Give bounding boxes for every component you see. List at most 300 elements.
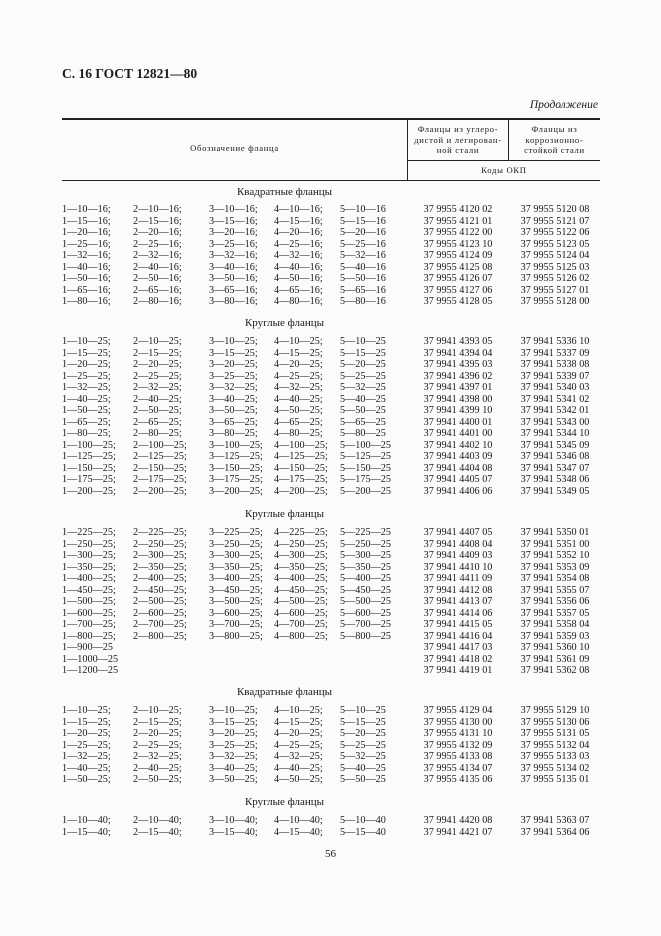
designation-type-3: 3—350—25; xyxy=(209,561,263,573)
designation-type-2: 2—20—25; xyxy=(133,728,182,739)
designation-type-4: 4—400—25; xyxy=(274,573,328,584)
designation-type-4: 4—32—25; xyxy=(274,751,323,762)
okp-code-carbon: 37 9955 4122 00 xyxy=(423,227,493,238)
designation-type-1: 1—900—25 xyxy=(62,642,113,653)
table-row xyxy=(0,728,661,740)
okp-code-stainless: 37 9941 5336 10 xyxy=(520,336,590,347)
designation-type-4: 4—15—25; xyxy=(274,716,323,728)
okp-code-carbon: 37 9955 4134 07 xyxy=(423,762,493,774)
table-row xyxy=(0,774,661,786)
okp-code-stainless: 37 9941 5355 07 xyxy=(520,584,590,596)
table-row xyxy=(0,751,661,763)
okp-code-stainless: 37 9941 5350 01 xyxy=(520,527,590,538)
okp-code-carbon: 37 9955 4124 09 xyxy=(423,250,493,261)
table-row xyxy=(0,619,661,631)
okp-code-carbon: 37 9941 4394 04 xyxy=(423,347,493,359)
designation-type-5: 5—10—25 xyxy=(340,705,386,716)
okp-code-stainless: 37 9955 5131 05 xyxy=(520,728,590,739)
table-row xyxy=(0,405,661,417)
designation-type-2: 2—50—25; xyxy=(133,405,182,416)
designation-type-3: 3—32—25; xyxy=(209,751,258,762)
table-row xyxy=(0,440,661,452)
designation-type-1: 1—300—25; xyxy=(62,550,116,561)
designation-type-4: 4—25—16; xyxy=(274,238,323,250)
designation-type-3: 3—32—16; xyxy=(209,250,258,261)
designation-type-4: 4—10—25; xyxy=(274,336,323,347)
okp-code-carbon: 37 9941 4399 10 xyxy=(423,405,493,416)
table-row xyxy=(0,596,661,608)
page-header: С. 16 ГОСТ 12821—80 xyxy=(62,66,198,81)
designation-type-5: 5—80—16 xyxy=(340,296,386,307)
okp-code-carbon: 37 9955 4129 04 xyxy=(423,705,493,716)
designation-type-2: 2—200—25; xyxy=(133,485,187,497)
okp-code-carbon: 37 9941 4408 04 xyxy=(423,538,493,550)
table-row xyxy=(0,608,661,620)
designation-type-2: 2—225—25; xyxy=(133,527,187,538)
designation-type-2: 2—150—25; xyxy=(133,462,187,474)
table-row xyxy=(0,815,661,827)
table-row xyxy=(0,417,661,429)
okp-code-stainless: 37 9941 5351 00 xyxy=(520,538,590,550)
okp-code-carbon: 37 9941 4401 00 xyxy=(423,428,493,439)
designation-type-2: 2—10—16; xyxy=(133,204,182,215)
okp-code-carbon: 37 9941 4406 06 xyxy=(423,485,493,497)
designation-type-3: 3—15—25; xyxy=(209,347,258,359)
designation-type-2: 2—80—25; xyxy=(133,428,182,439)
designation-type-5: 5—800—25 xyxy=(340,630,391,642)
designation-type-5: 5—25—25 xyxy=(340,739,386,751)
designation-type-2: 2—10—25; xyxy=(133,336,182,347)
okp-code-carbon: 37 9941 4417 03 xyxy=(423,642,493,653)
table-top-rule xyxy=(62,118,600,120)
designation-type-3: 3—20—16; xyxy=(209,227,258,238)
designation-type-5: 5—350—25 xyxy=(340,561,391,573)
okp-code-stainless: 37 9955 5127 01 xyxy=(520,284,590,296)
designation-type-1: 1—450—25; xyxy=(62,584,116,596)
designation-type-3: 3—15—16; xyxy=(209,215,258,227)
okp-code-stainless: 37 9955 5126 02 xyxy=(520,273,590,284)
okp-code-carbon: 37 9941 4413 07 xyxy=(423,596,493,607)
designation-type-1: 1—600—25; xyxy=(62,607,116,619)
table-row xyxy=(0,394,661,406)
designation-type-4: 4—200—25; xyxy=(274,485,328,497)
designation-type-5: 5—15—25 xyxy=(340,716,386,728)
okp-code-carbon: 37 9955 4132 09 xyxy=(423,739,493,751)
table-row xyxy=(0,717,661,729)
okp-code-stainless: 37 9941 5357 05 xyxy=(520,607,590,619)
designation-type-5: 5—40—25 xyxy=(340,393,386,405)
designation-type-2: 2—50—25; xyxy=(133,774,182,785)
designation-type-2: 2—80—16; xyxy=(133,296,182,307)
designation-type-3: 3—40—25; xyxy=(209,762,258,774)
designation-type-5: 5—250—25 xyxy=(340,538,391,550)
designation-type-4: 4—20—25; xyxy=(274,728,323,739)
designation-type-3: 3—20—25; xyxy=(209,728,258,739)
designation-type-5: 5—25—16 xyxy=(340,238,386,250)
designation-type-5: 5—125—25 xyxy=(340,451,391,462)
table-row xyxy=(0,371,661,383)
okp-code-stainless: 37 9941 5341 02 xyxy=(520,393,590,405)
designation-type-4: 4—20—16; xyxy=(274,227,323,238)
designation-type-1: 1—1200—25 xyxy=(62,665,119,676)
column-header-carbon-line: ной стали xyxy=(436,145,480,155)
okp-code-carbon: 37 9941 4410 10 xyxy=(423,561,493,573)
designation-type-3: 3—40—16; xyxy=(209,261,258,273)
designation-type-1: 1—32—25; xyxy=(62,751,111,762)
designation-type-2: 2—300—25; xyxy=(133,550,187,561)
table-row xyxy=(0,539,661,551)
designation-type-2: 2—10—40; xyxy=(133,815,182,826)
table-row xyxy=(0,359,661,371)
codes-rule xyxy=(408,160,600,161)
designation-type-1: 1—10—25; xyxy=(62,336,111,347)
designation-type-3: 3—200—25; xyxy=(209,485,263,497)
column-header-stainless-line: стойкой стали xyxy=(524,145,585,155)
table-row xyxy=(0,562,661,574)
okp-code-carbon: 37 9941 4418 02 xyxy=(423,653,493,665)
okp-code-stainless: 37 9941 5352 10 xyxy=(520,550,590,561)
section-title: Круглые фланцы xyxy=(244,508,325,520)
okp-code-carbon: 37 9941 4414 06 xyxy=(423,607,493,619)
designation-type-4: 4—10—40; xyxy=(274,815,323,826)
designation-type-2: 2—50—16; xyxy=(133,273,182,284)
table-row xyxy=(0,573,661,585)
designation-type-2: 2—40—25; xyxy=(133,762,182,774)
header-bottom-rule xyxy=(62,180,600,181)
designation-type-3: 3—50—16; xyxy=(209,273,258,284)
designation-type-4: 4—15—25; xyxy=(274,347,323,359)
designation-type-3: 3—15—40; xyxy=(209,826,258,838)
okp-code-carbon: 37 9955 4123 10 xyxy=(423,238,493,250)
okp-code-carbon: 37 9955 4120 02 xyxy=(423,204,493,215)
okp-code-stainless: 37 9941 5358 04 xyxy=(520,619,590,630)
designation-type-2: 2—40—16; xyxy=(133,261,182,273)
designation-type-1: 1—250—25; xyxy=(62,538,116,550)
designation-type-3: 3—25—25; xyxy=(209,739,258,751)
table-row xyxy=(0,285,661,297)
designation-type-3: 3—40—25; xyxy=(209,393,258,405)
okp-code-carbon: 37 9955 4121 01 xyxy=(423,215,493,227)
table-row xyxy=(0,239,661,251)
okp-code-stainless: 37 9955 5120 08 xyxy=(520,204,590,215)
designation-type-1: 1—1000—25 xyxy=(62,653,119,665)
section-title: Круглые фланцы xyxy=(244,317,325,329)
designation-type-4: 4—225—25; xyxy=(274,527,328,538)
designation-type-3: 3—65—16; xyxy=(209,284,258,296)
table-row xyxy=(0,204,661,216)
designation-type-1: 1—25—25; xyxy=(62,739,111,751)
designation-type-3: 3—10—40; xyxy=(209,815,258,826)
designation-type-2: 2—700—25; xyxy=(133,619,187,630)
okp-code-carbon: 37 9941 4405 07 xyxy=(423,474,493,485)
okp-code-stainless: 37 9941 5356 06 xyxy=(520,596,590,607)
designation-type-1: 1—65—16; xyxy=(62,284,111,296)
designation-type-4: 4—300—25; xyxy=(274,550,328,561)
designation-type-2: 2—15—40; xyxy=(133,826,182,838)
designation-type-4: 4—10—16; xyxy=(274,204,323,215)
okp-code-stainless: 37 9955 5132 04 xyxy=(520,739,590,751)
column-header-stainless-line: Фланцы из xyxy=(531,124,578,134)
designation-type-4: 4—450—25; xyxy=(274,584,328,596)
table-row xyxy=(0,665,661,677)
table-row xyxy=(0,262,661,274)
designation-type-2: 2—450—25; xyxy=(133,584,187,596)
designation-type-4: 4—32—25; xyxy=(274,382,323,393)
designation-type-3: 3—150—25; xyxy=(209,462,263,474)
designation-type-2: 2—10—25; xyxy=(133,705,182,716)
table-row xyxy=(0,740,661,752)
table-row xyxy=(0,527,661,539)
designation-type-3: 3—20—25; xyxy=(209,359,258,370)
table-row xyxy=(0,428,661,440)
designation-type-5: 5—400—25 xyxy=(340,573,391,584)
designation-type-4: 4—10—25; xyxy=(274,705,323,716)
designation-type-3: 3—10—25; xyxy=(209,336,258,347)
okp-code-stainless: 37 9955 5122 06 xyxy=(520,227,590,238)
designation-type-2: 2—175—25; xyxy=(133,474,187,485)
designation-type-4: 4—32—16; xyxy=(274,250,323,261)
designation-type-1: 1—400—25; xyxy=(62,573,116,584)
designation-type-3: 3—600—25; xyxy=(209,607,263,619)
designation-type-3: 3—25—16; xyxy=(209,238,258,250)
designation-type-5: 5—20—25 xyxy=(340,359,386,370)
okp-code-carbon: 37 9955 4125 08 xyxy=(423,261,493,273)
designation-type-1: 1—20—16; xyxy=(62,227,111,238)
designation-type-5: 5—150—25 xyxy=(340,462,391,474)
designation-type-5: 5—300—25 xyxy=(340,550,391,561)
okp-code-carbon: 37 9941 4397 01 xyxy=(423,382,493,393)
okp-code-carbon: 37 9941 4415 05 xyxy=(423,619,493,630)
designation-type-5: 5—20—16 xyxy=(340,227,386,238)
page-number: 56 xyxy=(325,848,336,860)
okp-code-carbon: 37 9941 4396 02 xyxy=(423,370,493,382)
table-row xyxy=(0,250,661,262)
table-row xyxy=(0,227,661,239)
designation-type-4: 4—125—25; xyxy=(274,451,328,462)
okp-code-stainless: 37 9955 5129 10 xyxy=(520,705,590,716)
designation-type-2: 2—20—25; xyxy=(133,359,182,370)
designation-type-3: 3—450—25; xyxy=(209,584,263,596)
table-row xyxy=(0,486,661,498)
designation-type-2: 2—25—25; xyxy=(133,370,182,382)
designation-type-3: 3—175—25; xyxy=(209,474,263,485)
designation-type-1: 1—25—25; xyxy=(62,370,111,382)
designation-type-4: 4—350—25; xyxy=(274,561,328,573)
designation-type-4: 4—15—40; xyxy=(274,826,323,838)
designation-type-4: 4—175—25; xyxy=(274,474,328,485)
okp-code-stainless: 37 9955 5124 04 xyxy=(520,250,590,261)
table-row xyxy=(0,705,661,717)
okp-code-carbon: 37 9941 4416 04 xyxy=(423,630,493,642)
okp-code-stainless: 37 9941 5337 09 xyxy=(520,347,590,359)
designation-type-5: 5—32—25 xyxy=(340,382,386,393)
designation-type-5: 5—10—16 xyxy=(340,204,386,215)
table-row xyxy=(0,642,661,654)
designation-type-3: 3—80—16; xyxy=(209,296,258,307)
designation-type-4: 4—15—16; xyxy=(274,215,323,227)
designation-type-3: 3—800—25; xyxy=(209,630,263,642)
okp-code-stainless: 37 9941 5347 07 xyxy=(520,462,590,474)
column-header-carbon-line: Фланцы из углеро- xyxy=(417,124,499,134)
designation-type-2: 2—32—16; xyxy=(133,250,182,261)
okp-code-stainless: 37 9955 5130 06 xyxy=(520,716,590,728)
designation-type-2: 2—65—16; xyxy=(133,284,182,296)
column-header-stainless-steel xyxy=(509,124,600,156)
designation-type-1: 1—800—25; xyxy=(62,630,116,642)
table-row xyxy=(0,550,661,562)
table-row xyxy=(0,631,661,643)
okp-code-stainless: 37 9941 5348 06 xyxy=(520,474,590,485)
designation-type-4: 4—800—25; xyxy=(274,630,328,642)
section-title: Квадратные фланцы xyxy=(236,186,333,198)
designation-type-4: 4—50—25; xyxy=(274,405,323,416)
okp-code-stainless: 37 9955 5134 02 xyxy=(520,762,590,774)
designation-type-1: 1—25—16; xyxy=(62,238,111,250)
designation-type-1: 1—50—25; xyxy=(62,405,111,416)
designation-type-2: 2—15—16; xyxy=(133,215,182,227)
designation-type-4: 4—40—16; xyxy=(274,261,323,273)
designation-type-3: 3—32—25; xyxy=(209,382,258,393)
designation-type-5: 5—700—25 xyxy=(340,619,391,630)
designation-type-2: 2—400—25; xyxy=(133,573,187,584)
okp-code-stainless: 37 9941 5340 03 xyxy=(520,382,590,393)
okp-code-stainless: 37 9941 5363 07 xyxy=(520,815,590,826)
designation-type-1: 1—100—25; xyxy=(62,439,116,451)
designation-type-5: 5—32—16 xyxy=(340,250,386,261)
section-title: Круглые фланцы xyxy=(244,796,325,808)
designation-type-4: 4—50—25; xyxy=(274,774,323,785)
designation-type-5: 5—65—16 xyxy=(340,284,386,296)
okp-code-stainless: 37 9955 5128 00 xyxy=(520,296,590,307)
designation-type-1: 1—15—40; xyxy=(62,826,111,838)
okp-code-stainless: 37 9941 5354 08 xyxy=(520,573,590,584)
designation-type-4: 4—150—25; xyxy=(274,462,328,474)
designation-type-3: 3—80—25; xyxy=(209,428,258,439)
designation-type-2: 2—65—25; xyxy=(133,416,182,428)
column-header-designation: Обозначение фланца xyxy=(190,143,279,153)
designation-type-1: 1—10—16; xyxy=(62,204,111,215)
designation-type-5: 5—225—25 xyxy=(340,527,391,538)
designation-type-3: 3—10—16; xyxy=(209,204,258,215)
designation-type-2: 2—20—16; xyxy=(133,227,182,238)
okp-code-stainless: 37 9941 5359 03 xyxy=(520,630,590,642)
designation-type-2: 2—350—25; xyxy=(133,561,187,573)
okp-code-carbon: 37 9941 4420 08 xyxy=(423,815,493,826)
designation-type-2: 2—15—25; xyxy=(133,716,182,728)
designation-type-5: 5—10—25 xyxy=(340,336,386,347)
okp-code-stainless: 37 9941 5339 07 xyxy=(520,370,590,382)
designation-type-1: 1—40—25; xyxy=(62,762,111,774)
designation-type-4: 4—100—25; xyxy=(274,439,328,451)
designation-type-5: 5—80—25 xyxy=(340,428,386,439)
designation-type-1: 1—15—25; xyxy=(62,716,111,728)
designation-type-1: 1—10—40; xyxy=(62,815,111,826)
okp-code-carbon: 37 9941 4398 00 xyxy=(423,393,493,405)
table-row xyxy=(0,348,661,360)
designation-type-4: 4—700—25; xyxy=(274,619,328,630)
okp-code-stainless: 37 9941 5353 09 xyxy=(520,561,590,573)
designation-type-1: 1—700—25; xyxy=(62,619,116,630)
okp-code-stainless: 37 9941 5349 05 xyxy=(520,485,590,497)
okp-code-stainless: 37 9941 5338 08 xyxy=(520,359,590,370)
table-row xyxy=(0,216,661,228)
designation-type-1: 1—40—16; xyxy=(62,261,111,273)
designation-type-1: 1—40—25; xyxy=(62,393,111,405)
table-row xyxy=(0,273,661,285)
designation-type-3: 3—225—25; xyxy=(209,527,263,538)
okp-code-carbon: 37 9941 4393 05 xyxy=(423,336,493,347)
okp-code-carbon: 37 9955 4128 05 xyxy=(423,296,493,307)
okp-code-carbon: 37 9955 4133 08 xyxy=(423,751,493,762)
designation-type-5: 5—15—16 xyxy=(340,215,386,227)
designation-type-1: 1—15—16; xyxy=(62,215,111,227)
okp-code-stainless: 37 9941 5344 10 xyxy=(520,428,590,439)
okp-code-stainless: 37 9941 5346 08 xyxy=(520,451,590,462)
designation-type-3: 3—65—25; xyxy=(209,416,258,428)
designation-type-4: 4—20—25; xyxy=(274,359,323,370)
designation-type-4: 4—600—25; xyxy=(274,607,328,619)
continuation-label: Продолжение xyxy=(529,99,598,111)
designation-type-2: 2—40—25; xyxy=(133,393,182,405)
designation-type-2: 2—500—25; xyxy=(133,596,187,607)
designation-type-2: 2—100—25; xyxy=(133,439,187,451)
designation-type-3: 3—100—25; xyxy=(209,439,263,451)
okp-code-carbon: 37 9941 4419 01 xyxy=(423,665,493,676)
designation-type-4: 4—40—25; xyxy=(274,393,323,405)
designation-type-1: 1—200—25; xyxy=(62,485,116,497)
designation-type-1: 1—175—25; xyxy=(62,474,116,485)
okp-code-stainless: 37 9941 5343 00 xyxy=(520,416,590,428)
designation-type-5: 5—600—25 xyxy=(340,607,391,619)
designation-type-1: 1—225—25; xyxy=(62,527,116,538)
designation-type-5: 5—50—16 xyxy=(340,273,386,284)
designation-type-4: 4—500—25; xyxy=(274,596,328,607)
table-row xyxy=(0,763,661,775)
designation-type-2: 2—600—25; xyxy=(133,607,187,619)
table-row xyxy=(0,463,661,475)
okp-code-carbon: 37 9941 4412 08 xyxy=(423,584,493,596)
okp-code-carbon: 37 9955 4127 06 xyxy=(423,284,493,296)
table-row xyxy=(0,474,661,486)
designation-type-1: 1—50—16; xyxy=(62,273,111,284)
designation-type-2: 2—15—25; xyxy=(133,347,182,359)
designation-type-1: 1—65—25; xyxy=(62,416,111,428)
table-row xyxy=(0,654,661,666)
designation-type-3: 3—700—25; xyxy=(209,619,263,630)
designation-type-5: 5—50—25 xyxy=(340,405,386,416)
okp-code-stainless: 37 9955 5125 03 xyxy=(520,261,590,273)
okp-code-stainless: 37 9941 5362 08 xyxy=(520,665,590,676)
designation-type-5: 5—25—25 xyxy=(340,370,386,382)
designation-type-2: 2—32—25; xyxy=(133,751,182,762)
okp-code-carbon: 37 9941 4402 10 xyxy=(423,439,493,451)
okp-code-stainless: 37 9955 5133 03 xyxy=(520,751,590,762)
table-row xyxy=(0,336,661,348)
column-header-carbon-line: дистой и легирован- xyxy=(414,134,502,145)
column-header-carbon-steel xyxy=(408,124,508,156)
designation-type-1: 1—15—25; xyxy=(62,347,111,359)
designation-type-3: 3—50—25; xyxy=(209,774,258,785)
designation-type-2: 2—250—25; xyxy=(133,538,187,550)
designation-type-1: 1—80—16; xyxy=(62,296,111,307)
designation-type-1: 1—350—25; xyxy=(62,561,116,573)
okp-code-carbon: 37 9941 4407 05 xyxy=(423,527,493,538)
designation-type-5: 5—40—25 xyxy=(340,762,386,774)
designation-type-1: 1—10—25; xyxy=(62,705,111,716)
designation-type-3: 3—250—25; xyxy=(209,538,263,550)
table-row xyxy=(0,296,661,308)
designation-type-4: 4—80—16; xyxy=(274,296,323,307)
